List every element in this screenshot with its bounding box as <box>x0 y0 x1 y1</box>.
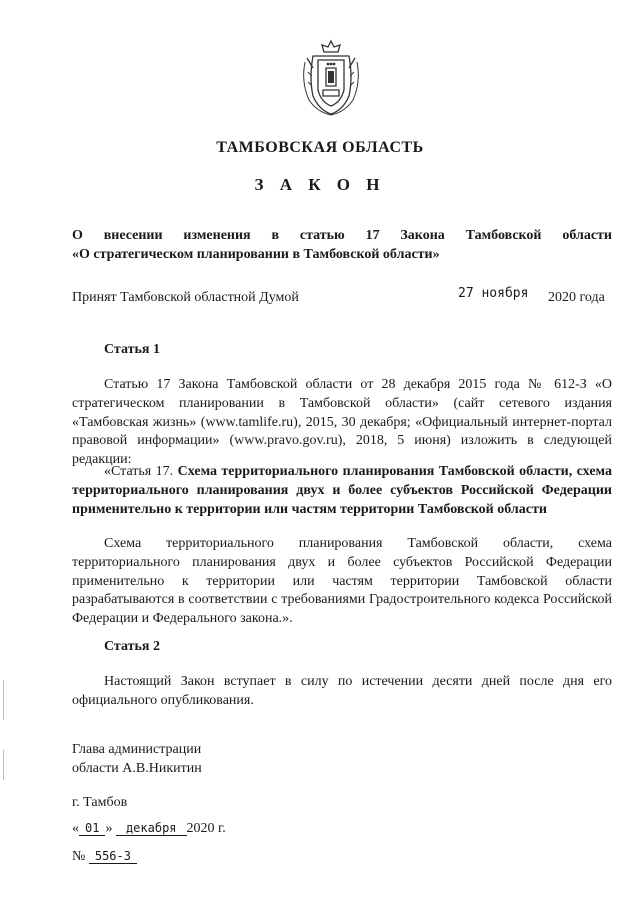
quote-prefix: «Статья 17. <box>104 464 178 479</box>
date-month-handwritten: декабря <box>116 821 187 836</box>
article-1-heading: Статья 1 <box>104 342 160 357</box>
law-number <box>72 849 137 865</box>
margin-scan-mark <box>3 750 4 780</box>
signature-position: Глава администрации <box>72 742 202 757</box>
document-type-title: З А К О Н <box>254 175 386 194</box>
signing-date <box>72 821 226 837</box>
article-1-quoted-title <box>72 463 612 519</box>
margin-scan-mark <box>3 680 4 720</box>
article-1-intro: Статью 17 Закона Тамбовской области от 28 декабря 2015 года № 612-З «О стратегическом планировании в Тамбовской области» (сайт сетевого издания «Тамбовская жизнь» (www.tamlife.ru), 2015, 30 декабря; «Официальный интернет-портал правовой информации» (www.pravo.gov.ru), 2018, 5 июня) изложить в следующей редакции: <box>72 377 612 468</box>
tambov-coat-of-arms-emblem <box>299 38 363 116</box>
date-year: 2020 г. <box>186 821 226 836</box>
adoption-date-handwritten: 27 ноября <box>458 286 529 301</box>
date-close-quote: » <box>105 821 113 836</box>
article-1-quoted-body: Схема территориального планирования Тамбовской области, схема территориального планирования двух и более субъектов Российской Федерации применительно к территории или частям территории Тамбовской области разрабатываются в соответствии с требованиями Градостроительного кодекса Российской Федерации и Федерального закона.». <box>72 536 612 627</box>
quote-title: Схема территориального планирования Тамбовской области, схема территориального планирования двух и более субъектов Российской Федерации применительно к территории или частям территории Тамбовской области <box>72 464 612 517</box>
date-day-handwritten: 01 <box>79 821 105 836</box>
date-open-quote: « <box>72 821 79 836</box>
article-2-body: Настоящий Закон вступает в силу по истечении десяти дней после дня его официального опубликования. <box>72 674 612 708</box>
signature-name: области А.В.Никитин <box>72 760 202 776</box>
law-number-handwritten: 556-З <box>89 849 137 864</box>
law-subject-line-1: О внесении изменения в статью 17 Закона Тамбовской области <box>72 228 612 243</box>
article-2-heading: Статья 2 <box>104 639 160 654</box>
signature-block <box>72 741 202 779</box>
place-of-signing: г. Тамбов <box>72 795 128 810</box>
law-subject-line-2: «О стратегическом планировании в Тамбовской области» <box>72 247 440 262</box>
adoption-year: 2020 года <box>548 290 605 305</box>
adoption-label: Принят Тамбовской областной Думой <box>72 290 299 305</box>
law-subject <box>72 226 612 264</box>
region-title: ТАМБОВСКАЯ ОБЛАСТЬ <box>216 139 424 156</box>
law-number-prefix: № <box>72 849 86 864</box>
